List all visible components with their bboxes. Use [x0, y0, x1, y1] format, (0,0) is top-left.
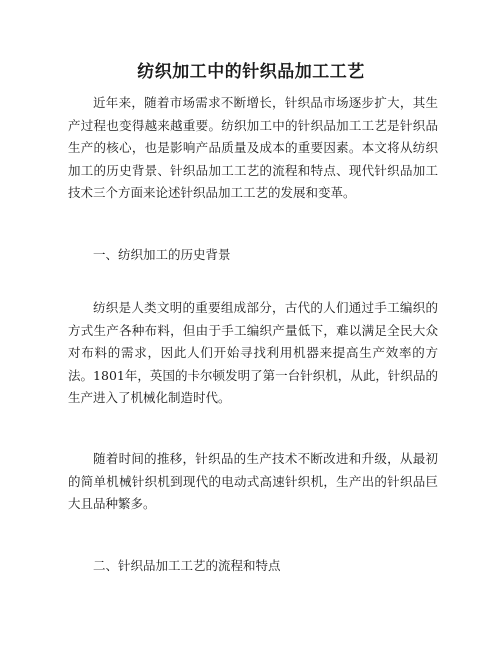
- section-heading-history: 一、纺织加工的历史背景: [93, 247, 231, 262]
- document-title: 纺织加工中的针织品加工工艺: [137, 62, 365, 82]
- section-heading-process: 二、针织品加工工艺的流程和特点: [93, 558, 281, 573]
- intro-paragraph: 近年来，随着市场需求不断增长，针织品市场逐步扩大，其生产过程也变得越来越重要。纺织加工中的针织品加工工艺是针织品生产的核心，也是影响产品质量及成本的重要因素。本文将从纺织加工的历史背景、针织品加工工艺的流程和特点、现代针织品加工技术三个方面来论述针织品加工工艺的发展和变革。: [68, 95, 438, 201]
- history-paragraph-2: 随着时间的推移，针织品的生产技术不断改进和升级，从最初的简单机械针织机到现代的电动式高速针织机，生产出的针织品巨大且品种繁多。: [68, 451, 438, 512]
- history-paragraph-1: 纺织是人类文明的重要组成部分，古代的人们通过手工编织的方式生产各种布料，但由于手工编织产量低下，难以满足全民大众对布料的需求，因此人们开始寻找利用机器来提高生产效率的方法。1801年，英国的卡尔顿发明了第一台针织机，从此，针织品的生产进入了机械化制造时代。: [68, 300, 438, 406]
